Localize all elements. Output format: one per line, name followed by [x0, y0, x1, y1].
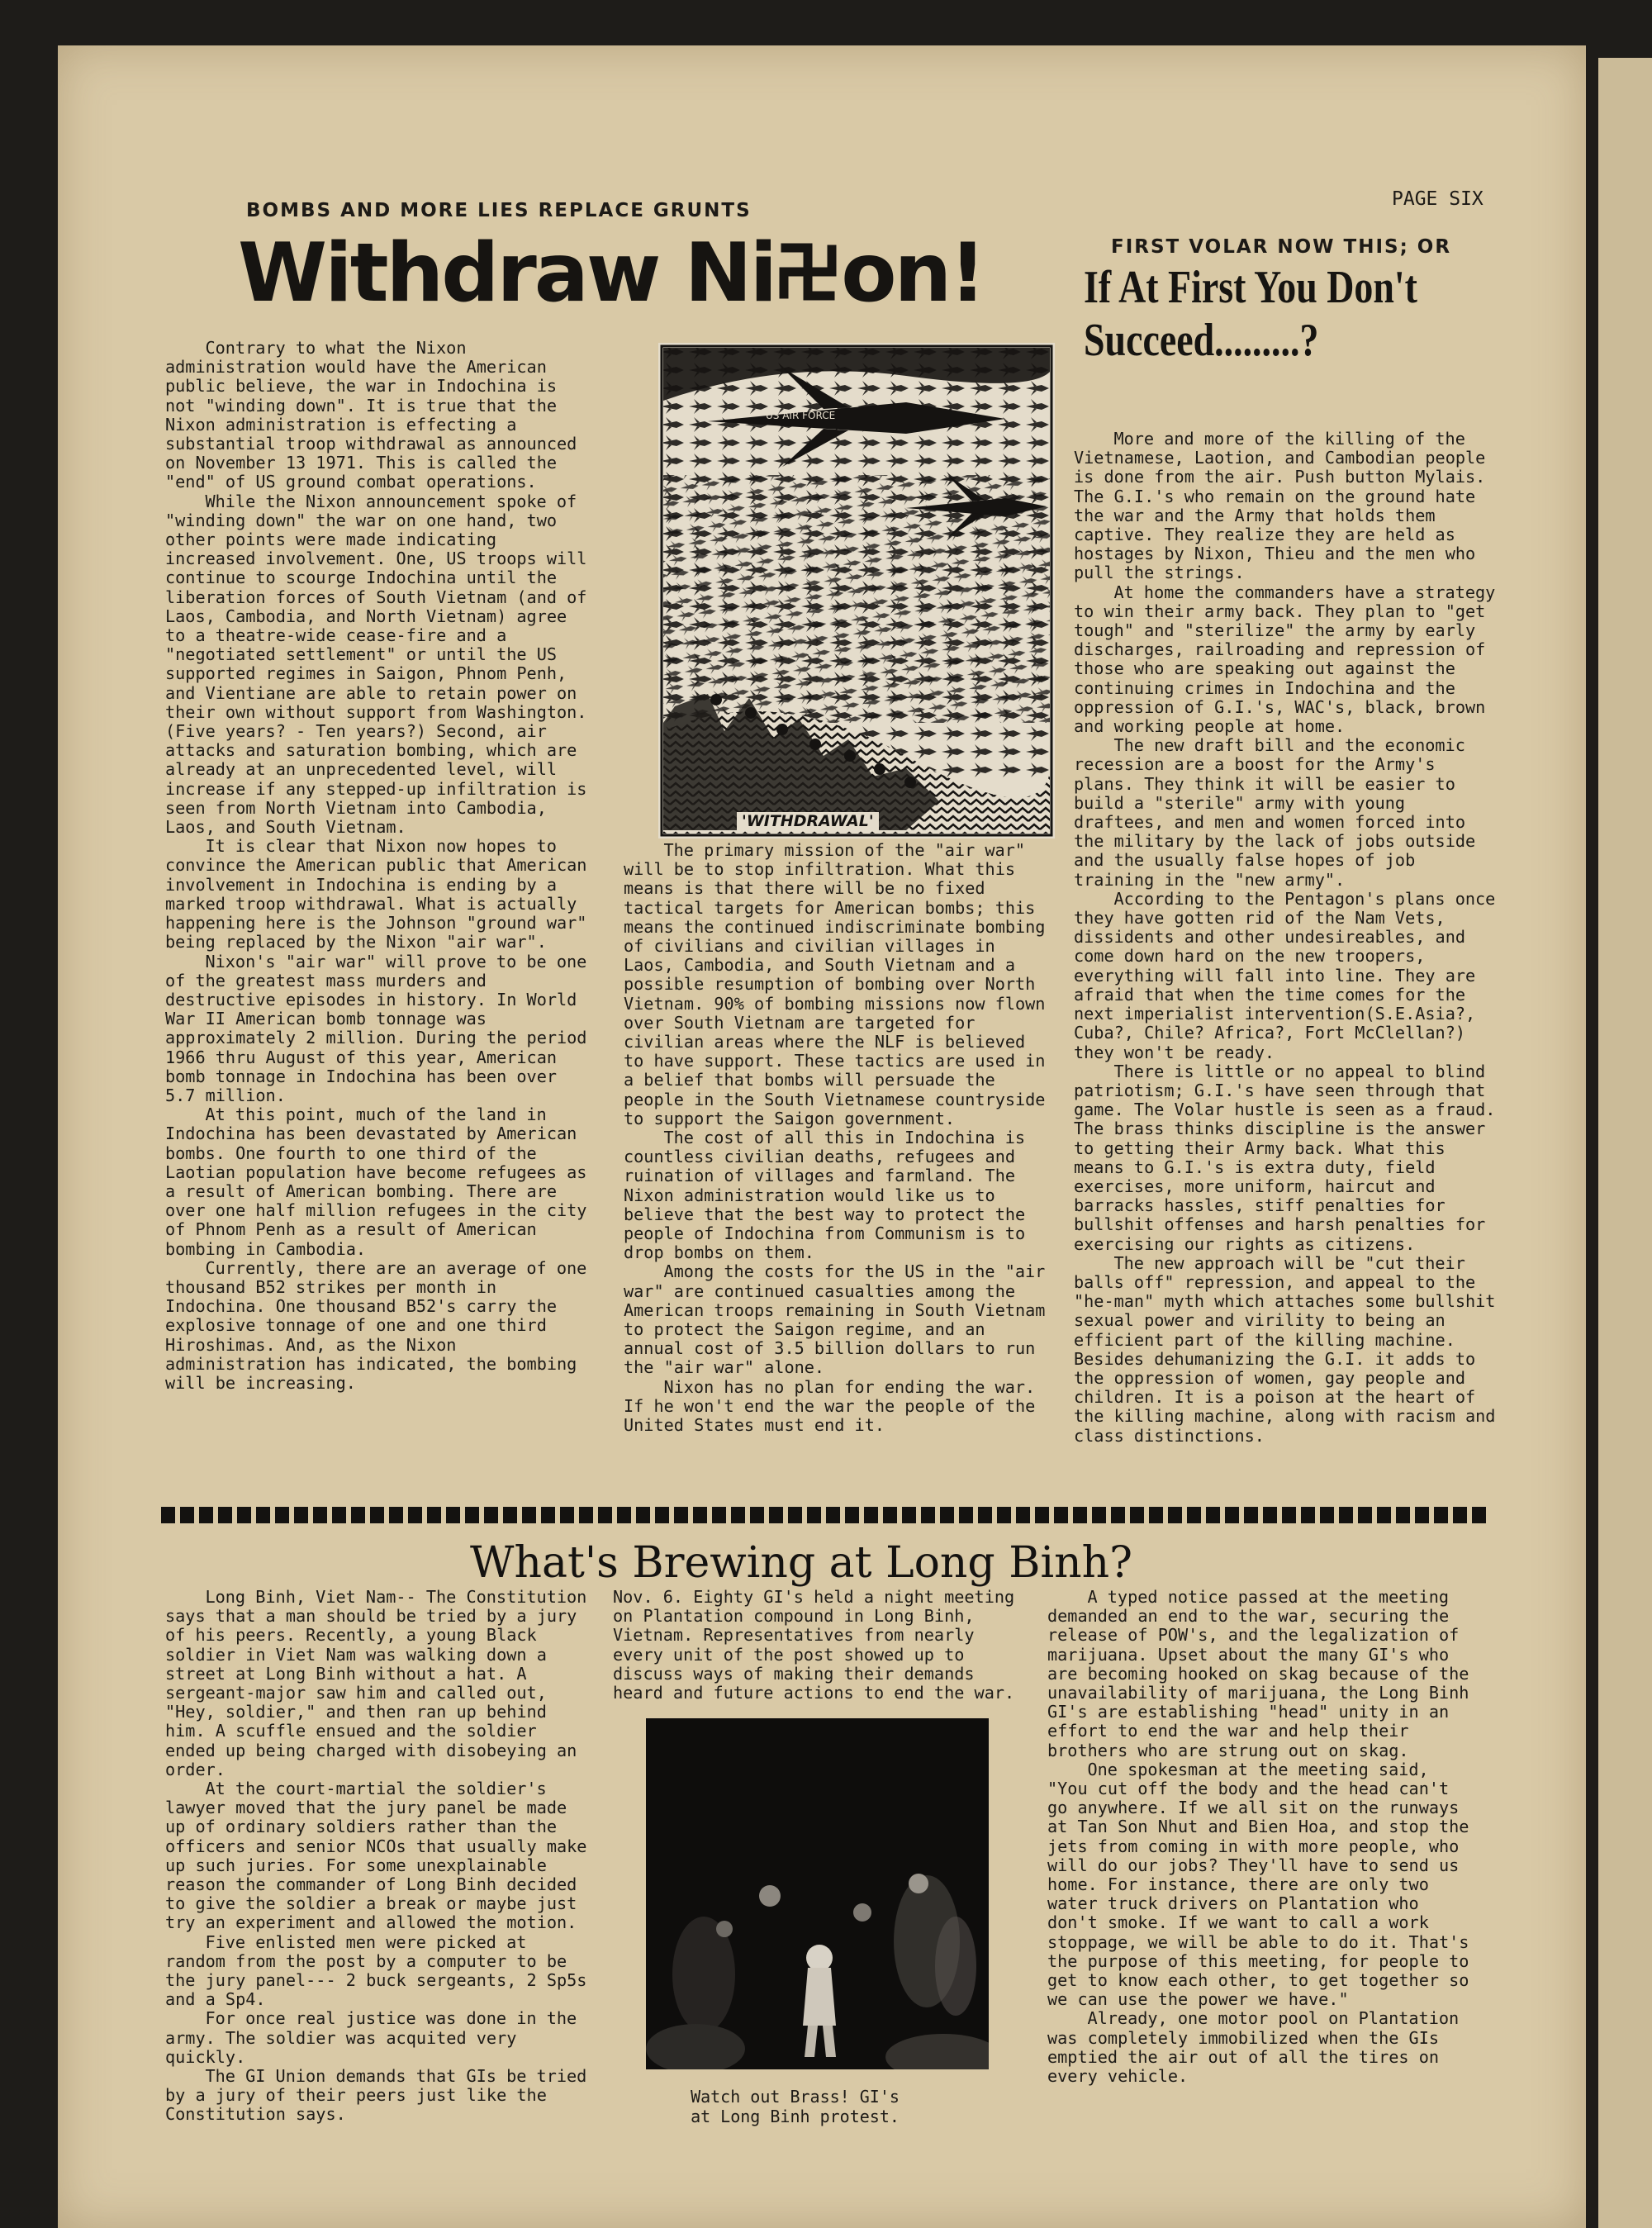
brewing-paragraph: A typed notice passed at the meeting demanded an end to the war, securing the release of POW's, and the legalization of marijuana. Upset about the many GI's who are becoming hooked on skag because of the unavailability of marijuana, the Long Binh GI's are establishing "head" unity in an effort to end the war and help their brothers who are strung out on skag.	[1047, 1587, 1469, 1760]
page-number: PAGE SIX	[1392, 188, 1483, 210]
volar-paragraph: At home the commanders have a strategy to win their army back. They plan to "get tough" and "sterilize" the army by early discharges, railroading and repression of those who are speaking out against the continuing crimes in Indochina and the oppression of G.I.'s, WAC's, black, brown and working people at home.	[1074, 582, 1496, 737]
lead-paragraph: Nixon's "air war" will prove to be one of the greatest mass murders and destructive episodes in history. In World War II American bomb tonnage was approximately 2 million. During the period 1966 thru August of this year, American bomb tonnage in Indochina has been over 5.7 million.	[165, 951, 587, 1105]
lead-headline	[238, 226, 984, 321]
headline-part-one: Withdraw Ni	[238, 226, 776, 321]
lead-paragraph: Currently, there are an average of one thousand B52 strikes per month in Indochina. One thousand B52's carry the explosive tonnage of one and one third Hiroshimas. And, as the Nixon administration has indicated, the bombing will be increasing.	[165, 1257, 587, 1393]
volar-story-column	[1074, 430, 1503, 1446]
volar-paragraph: According to the Pentagon's plans once they have gotten rid of the Nam Vets, dissidents and other undesireables, and come down hard on the new troopers, everything will fall into line. They are afraid that when the time comes for the next imperialist intervention(S.E.Asia?, Cuba?, Chile? Africa?, Fort McClellan?) they won't be ready.	[1074, 888, 1496, 1062]
lead-story-column-2	[624, 841, 1053, 1435]
protest-photo	[646, 1718, 989, 2069]
next-page-edge	[1598, 58, 1652, 2228]
brewing-paragraph: The GI Union demands that GIs be tried by a jury of their peers just like the Constitution says.	[165, 2066, 587, 2125]
section-divider	[161, 1507, 1491, 1523]
lead-paragraph: Nixon has no plan for ending the war. If he won't end the war the people of the United States must end it.	[624, 1376, 1036, 1436]
lead-paragraph: The cost of all this in Indochina is countless civilian deaths, refugees and ruination of villages and farmland. The Nixon administration would like us to believe that the best way to protect the people of Indochina from Communism is to drop bombs on them.	[624, 1128, 1026, 1263]
volar-paragraph: There is little or no appeal to blind patriotism; G.I.'s have seen through that game. The Volar hustle is seen as a fraud. The brass thinks discipline is the answer to getting their Army back. What this means to G.I.'s is extra duty, field exercises, more uniform, haircut and barracks hassles, stiff penalties for bullshit offenses and harsh penalties for exercising our rights as citizens.	[1074, 1061, 1496, 1254]
cartoon-illustration	[658, 343, 1055, 838]
volar-headline-line-2: Succeed.........?	[1084, 315, 1319, 366]
volar-paragraph: More and more of the killing of the Vietnamese, Laotion, and Cambodian people is done from the air. Push button Mylais. The G.I.'s who remain on the ground hate the war and the Army that holds them captive. They realize they are held as hostages by Nixon, Thieu and the men who pull the strings.	[1074, 429, 1486, 583]
swastika-icon	[776, 240, 840, 304]
cartoon-caption: 'WITHDRAWAL'	[737, 812, 879, 830]
brewing-column-3	[1047, 1588, 1477, 2086]
lead-paragraph: Among the costs for the US in the "air war" are continued casualties among the American troops remaining in South Vietnam to protect the Saigon regime, and an annual cost of 3.5 billion dollars to run the "air war" alone.	[624, 1261, 1046, 1378]
brewing-paragraph: For once real justice was done in the army. The soldier was acquited very quickly.	[165, 2008, 577, 2067]
lead-paragraph: The primary mission of the "air war" will be to stop infiltration. What this means is that there will be no fixed tactical targets for American bombs; this means the continued indiscriminate bombing of civilians and civilian villages in Laos, Cambodia, and South Vietnam and a possible resumption of bombing over North Vietnam. 90% of bombing missions now flown over South Vietnam are targeted for civilian areas where the NLF is believed to have support. These tactics are used in a belief that bombs will persuade the people in the South Vietnamese countryside to support the Saigon government.	[624, 840, 1046, 1128]
cartoon-plane-marking: US AIR FORCE	[766, 410, 836, 421]
photo-caption	[636, 2087, 954, 2126]
protest-photo-image	[646, 1718, 989, 2069]
lead-paragraph: Contrary to what the Nixon administration would have the American public believe, the war in Indochina is not "winding down". It is true that the Nixon administration is effecting a substantial troop withdrawal as announced on November 13 1971. This is called the "end" of US ground combat operations.	[165, 338, 577, 492]
lead-story-kicker: BOMBS AND MORE LIES REPLACE GRUNTS	[246, 200, 752, 221]
brewing-paragraph: At the court-martial the soldier's lawyer moved that the jury panel be made up of ordinary soldiers rather than the officers and senior NCOs that usually make up such juries. For some unexplainable reason the commander of Long Binh decided to give the soldier a break or maybe just try an experiment and allowed the motion.	[165, 1779, 587, 1933]
lead-paragraph: It is clear that Nixon now hopes to convince the American public that American involvement in Indochina is ending by a marked troop withdrawal. What is actually happening here is the Johnson "ground war" being replaced by the Nixon "air war".	[165, 836, 587, 952]
headline-part-two: on!	[841, 226, 984, 321]
lead-paragraph: While the Nixon announcement spoke of "winding down" the war on one hand, two other points were made indicating increased involvement. One, US troops will continue to scourge Indochina until the liberation forces of South Vietnam (and of Laos, Cambodia, and North Vietnam) agree to a theatre-wide cease-fire and a "negotiated settlement" or until the US supported regimes in Saigon, Phnom Penh, and Vientiane are able to retain power on their own without support from Washington. (Five years? - Ten years?) Second, air attacks and saturation bombing, which are already at an unprecedented level, will increase if any stepped-up infiltration is seen from North Vietnam into Cambodia, Laos, and South Vietnam.	[165, 491, 587, 838]
lead-paragraph: At this point, much of the land in Indochina has been devastated by American bombs. One fourth to one third of the Laotian population have become refugees as a result of American bombing. There are over one half million refugees in the city of Phnom Penh as a result of American bombing in Cambodia.	[165, 1104, 587, 1259]
brewing-paragraph: Already, one motor pool on Plantation was completely immobilized when the GIs emptied the air out of all the tires on every vehicle.	[1047, 2008, 1460, 2087]
photo-caption-line-2: at Long Binh protest.	[691, 2107, 900, 2126]
brewing-paragraph: One spokesman at the meeting said, "You cut off the body and the head can't go anywhere. If we all sit on the runways at Tan Son Nhut and Bien Hoa, and stop the jets from coming in with more people, who will do our jobs? They'll have to send us home. For instance, there are only two water truck drivers on Plantation who don't smoke. If we want to call a work stoppage, we will be able to do it. That's the purpose of this meeting, for people to get to know each other, to get together so we can use the power we have."	[1047, 1759, 1469, 2010]
withdrawal-cartoon	[658, 343, 1055, 838]
volar-headline-line-1: If At First You Don't	[1084, 262, 1417, 313]
volar-kicker: FIRST VOLAR NOW THIS; OR	[1111, 236, 1452, 258]
volar-paragraph: The new draft bill and the economic recession are a boost for the Army's plans. They think it will be easier to build a "sterile" army with young draftees, and men and women forced into the military by the lack of jobs outside and the usually false hopes of job training in the "new army".	[1074, 735, 1476, 890]
brewing-paragraph: Five enlisted men were picked at random from the post by a computer to be the jury panel--- 2 buck sergeants, 2 Sp5s and a Sp4.	[165, 1931, 587, 2010]
brewing-headline: What's Brewing at Long Binh?	[470, 1538, 1132, 1588]
brewing-column-2	[613, 1588, 1034, 1703]
photo-caption-line-1: Watch out Brass! GI's	[691, 2087, 900, 2107]
volar-paragraph: The new approach will be "cut their balls off" repression, and appeal to the "he-man" myth which attaches some bullshit sexual power and virility to being an efficient part of the killing machine. Besides dehumanizing the G.I. it adds to the oppression of women, gay people and children. It is a poison at the heart of the killing machine, along with racism and class distinctions.	[1074, 1252, 1496, 1446]
lead-story-column-1	[165, 339, 588, 1393]
brewing-paragraph: Nov. 6. Eighty GI's held a night meeting on Plantation compound in Long Binh, Vietnam. Representatives from nearly every unit of the post showed up to discuss ways of making their demands heard and future actions to end the war.	[613, 1587, 1015, 1703]
brewing-column-1	[165, 1588, 595, 2125]
brewing-paragraph: Long Binh, Viet Nam-- The Constitution says that a man should be tried by a jury of his peers. Recently, a young Black soldier in Viet Nam was walking down a street at Long Binh without a hat. A sergeant-major saw him and called out, "Hey, soldier," and then ran up behind him. A scuffle ensued and the soldier ended up being charged with disobeying an order.	[165, 1587, 587, 1779]
